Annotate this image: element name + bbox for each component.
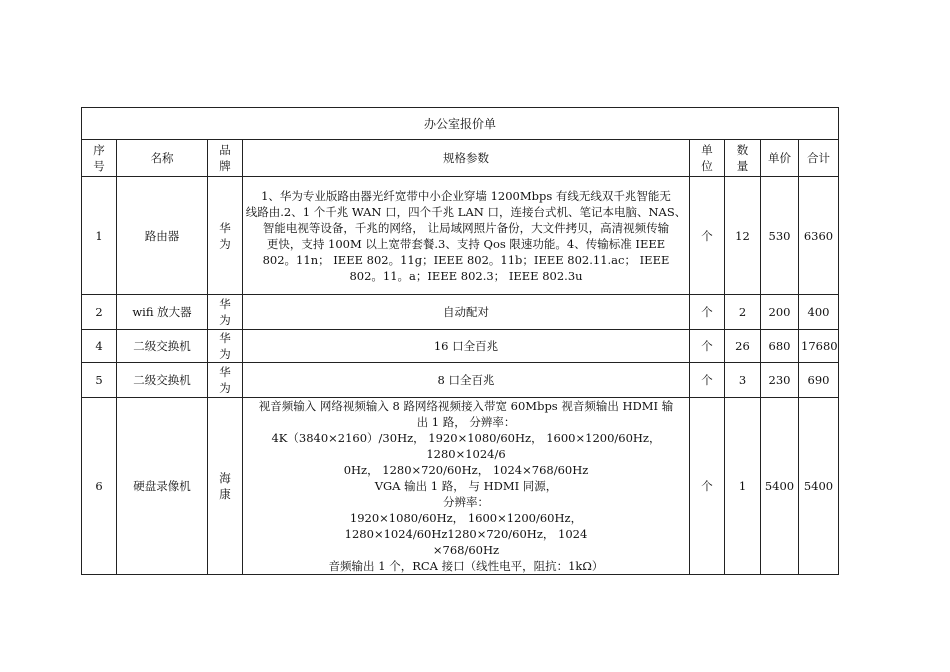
cell-seq: 6 [82,398,117,575]
table-row [82,363,839,398]
cell-total: 690 [799,363,839,398]
cell-price: 200 [761,295,799,330]
cell-brand: 华为 [208,177,243,295]
cell-qty: 26 [725,330,761,363]
cell-unit: 个 [690,330,725,363]
cell-unit: 个 [690,363,725,398]
header-price: 单价 [761,140,799,177]
cell-spec: 16 口全百兆 [243,330,690,363]
cell-unit: 个 [690,295,725,330]
table-row [82,295,839,330]
quotation-table [81,107,839,575]
cell-unit: 个 [690,398,725,575]
cell-total: 400 [799,295,839,330]
header-unit: 单位 [690,140,725,177]
table-row [82,398,839,575]
cell-brand: 华为 [208,295,243,330]
cell-price: 680 [761,330,799,363]
cell-name: 硬盘录像机 [117,398,208,575]
cell-qty: 12 [725,177,761,295]
cell-seq: 5 [82,363,117,398]
cell-price: 5400 [761,398,799,575]
cell-seq: 1 [82,177,117,295]
table-title: 办公室报价单 [82,108,839,140]
cell-seq: 4 [82,330,117,363]
cell-name: 路由器 [117,177,208,295]
cell-qty: 2 [725,295,761,330]
table-row [82,177,839,295]
header-brand: 品牌 [208,140,243,177]
cell-spec: 1、华为专业版路由器光纤宽带中小企业穿墙 1200Mbps 有线无线双千兆智能无 线路由.2、1 个千兆 WAN 口，四个千兆 LAN 口，连接台式机、笔记本电脑、NAS、 智能电视等设备，千兆的网络， 让局域网照片备份，大文件拷贝，高清视频传输 更快，支持 100M 以上宽带套餐.3、支持 Qos 限速功能。4、传输标准 IEEE 802。11n； IEEE 802。11g；IEEE 802。11b；IEEE 802.11.ac； IEEE 802。11。a；IEEE 802.3； IEEE 802.3u [243,177,690,295]
cell-price: 530 [761,177,799,295]
header-total: 合计 [799,140,839,177]
cell-spec: 自动配对 [243,295,690,330]
cell-name: 二级交换机 [117,330,208,363]
cell-price: 230 [761,363,799,398]
header-spec: 规格参数 [243,140,690,177]
cell-name: 二级交换机 [117,363,208,398]
cell-name: wifi 放大器 [117,295,208,330]
cell-total: 5400 [799,398,839,575]
cell-total: 17680 [799,330,839,363]
cell-unit: 个 [690,177,725,295]
cell-seq: 2 [82,295,117,330]
cell-total: 6360 [799,177,839,295]
cell-brand: 华为 [208,330,243,363]
cell-brand: 海康 [208,398,243,575]
header-row [82,140,839,177]
header-qty: 数量 [725,140,761,177]
table-row [82,330,839,363]
cell-spec: 视音频输入 网络视频输入 8 路网络视频接入带宽 60Mbps 视音频输出 HDMI 输 出 1 路， 分辨率： 4K（3840×2160）/30Hz， 1920×1080/60Hz， 1600×1200/60Hz， 1280×1024/6 0Hz， 1280×720/60Hz， 1024×768/60Hz VGA 输出 1 路， 与 HDMI 同源， 分辨率： 1920×1080/60Hz， 1600×1200/60Hz， 1280×1024/60Hz1280×720/60Hz， 1024 ×768/60Hz 音频输出 1 个，RCA 接口（线性电平，阻抗：1kΩ） [243,398,690,575]
cell-spec: 8 口全百兆 [243,363,690,398]
header-name: 名称 [117,140,208,177]
cell-qty: 1 [725,398,761,575]
cell-brand: 华为 [208,363,243,398]
header-seq: 序号 [82,140,117,177]
cell-qty: 3 [725,363,761,398]
